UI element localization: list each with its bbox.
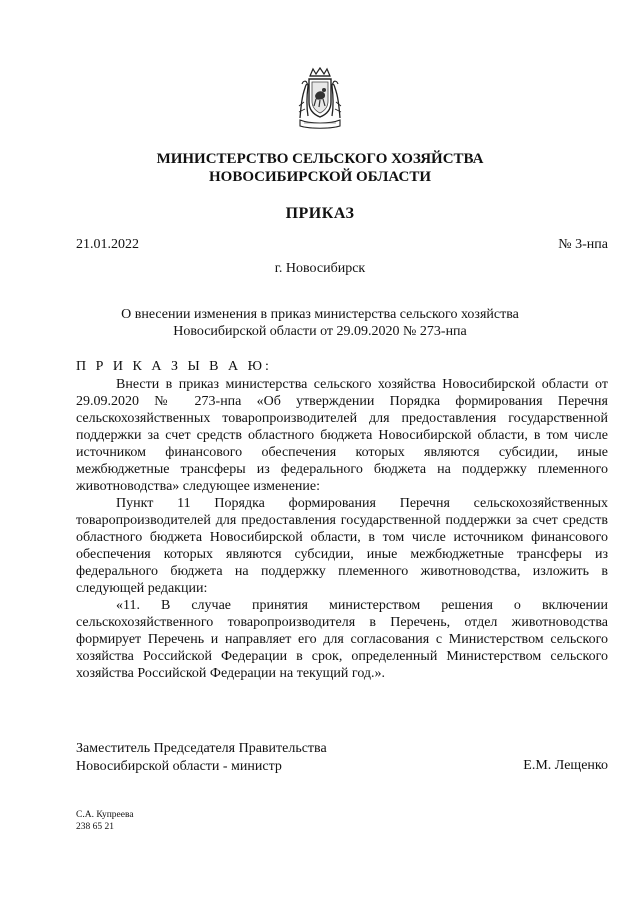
document-title: ПРИКАЗ (285, 205, 355, 222)
executor-name: С.А. Купреева (76, 810, 134, 820)
order-date: 21.01.2022 (76, 237, 139, 252)
signer-title-line-1: Заместитель Председателя Правительства (76, 741, 327, 756)
signer-name: Е.М. Лещенко (523, 758, 608, 773)
signer-title (76, 740, 327, 776)
paragraph-2: Пункт 11 Порядка формирования Перечня сельскохозяйственных товаропроизводителей для предоставления государственной поддержки за счет средств областного бюджета Новосибирской области, в том числе источником финансового обеспечения которых являются субсидии, иные межбюджетные трансферы из федерального бюджета на поддержку племенного животноводства, изложить в следующей редакции: (76, 496, 608, 596)
ministry-name-line-2: НОВОСИБИРСКОЙ ОБЛАСТИ (208, 169, 432, 185)
paragraph-1: Внести в приказ министерства сельского хозяйства Новосибирской области от 29.09.2020 № 273-нпа «Об утверждении Порядка формирования Перечня сельскохозяйственных товаропроизводителей для предоставления государственной поддержки за счет средств областного бюджета Новосибирской области, в том числе источником финансового обеспечения которых являются субсидии, иные межбюджетные трансферы из федерального бюджета на поддержку племенного животноводства» следующее изменение: (76, 377, 608, 494)
signer-title-line-2: Новосибирской области - министр (76, 759, 282, 774)
order-number: № 3-нпа (558, 237, 608, 252)
executor-phone: 238 65 21 (76, 822, 114, 832)
order-subject-line-2: Новосибирской области от 29.09.2020 № 273-нпа (173, 324, 467, 339)
executor-info (76, 809, 134, 833)
order-subject-line-1: О внесении изменения в приказ министерства сельского хозяйства (121, 307, 519, 322)
city: г. Новосибирск (274, 261, 366, 276)
coat-of-arms-icon (296, 66, 344, 130)
order-subject (0, 306, 640, 340)
ministry-name (0, 150, 640, 186)
order-body (76, 376, 608, 682)
order-verb: П Р И К А З Ы В А Ю: (76, 359, 272, 374)
ministry-name-line-1: МИНИСТЕРСТВО СЕЛЬСКОГО ХОЗЯЙСТВА (156, 151, 484, 167)
paragraph-3: «11. В случае принятия министерством решения о включении сельскохозяйственного товаропроизводителя в Перечень, отдел животноводства формирует Перечень и направляет его для согласования с Министерством сельского хозяйства Российской Федерации в срок, определенный Министерством сельского хозяйства Российской Федерации на текущий год.». (76, 598, 608, 681)
